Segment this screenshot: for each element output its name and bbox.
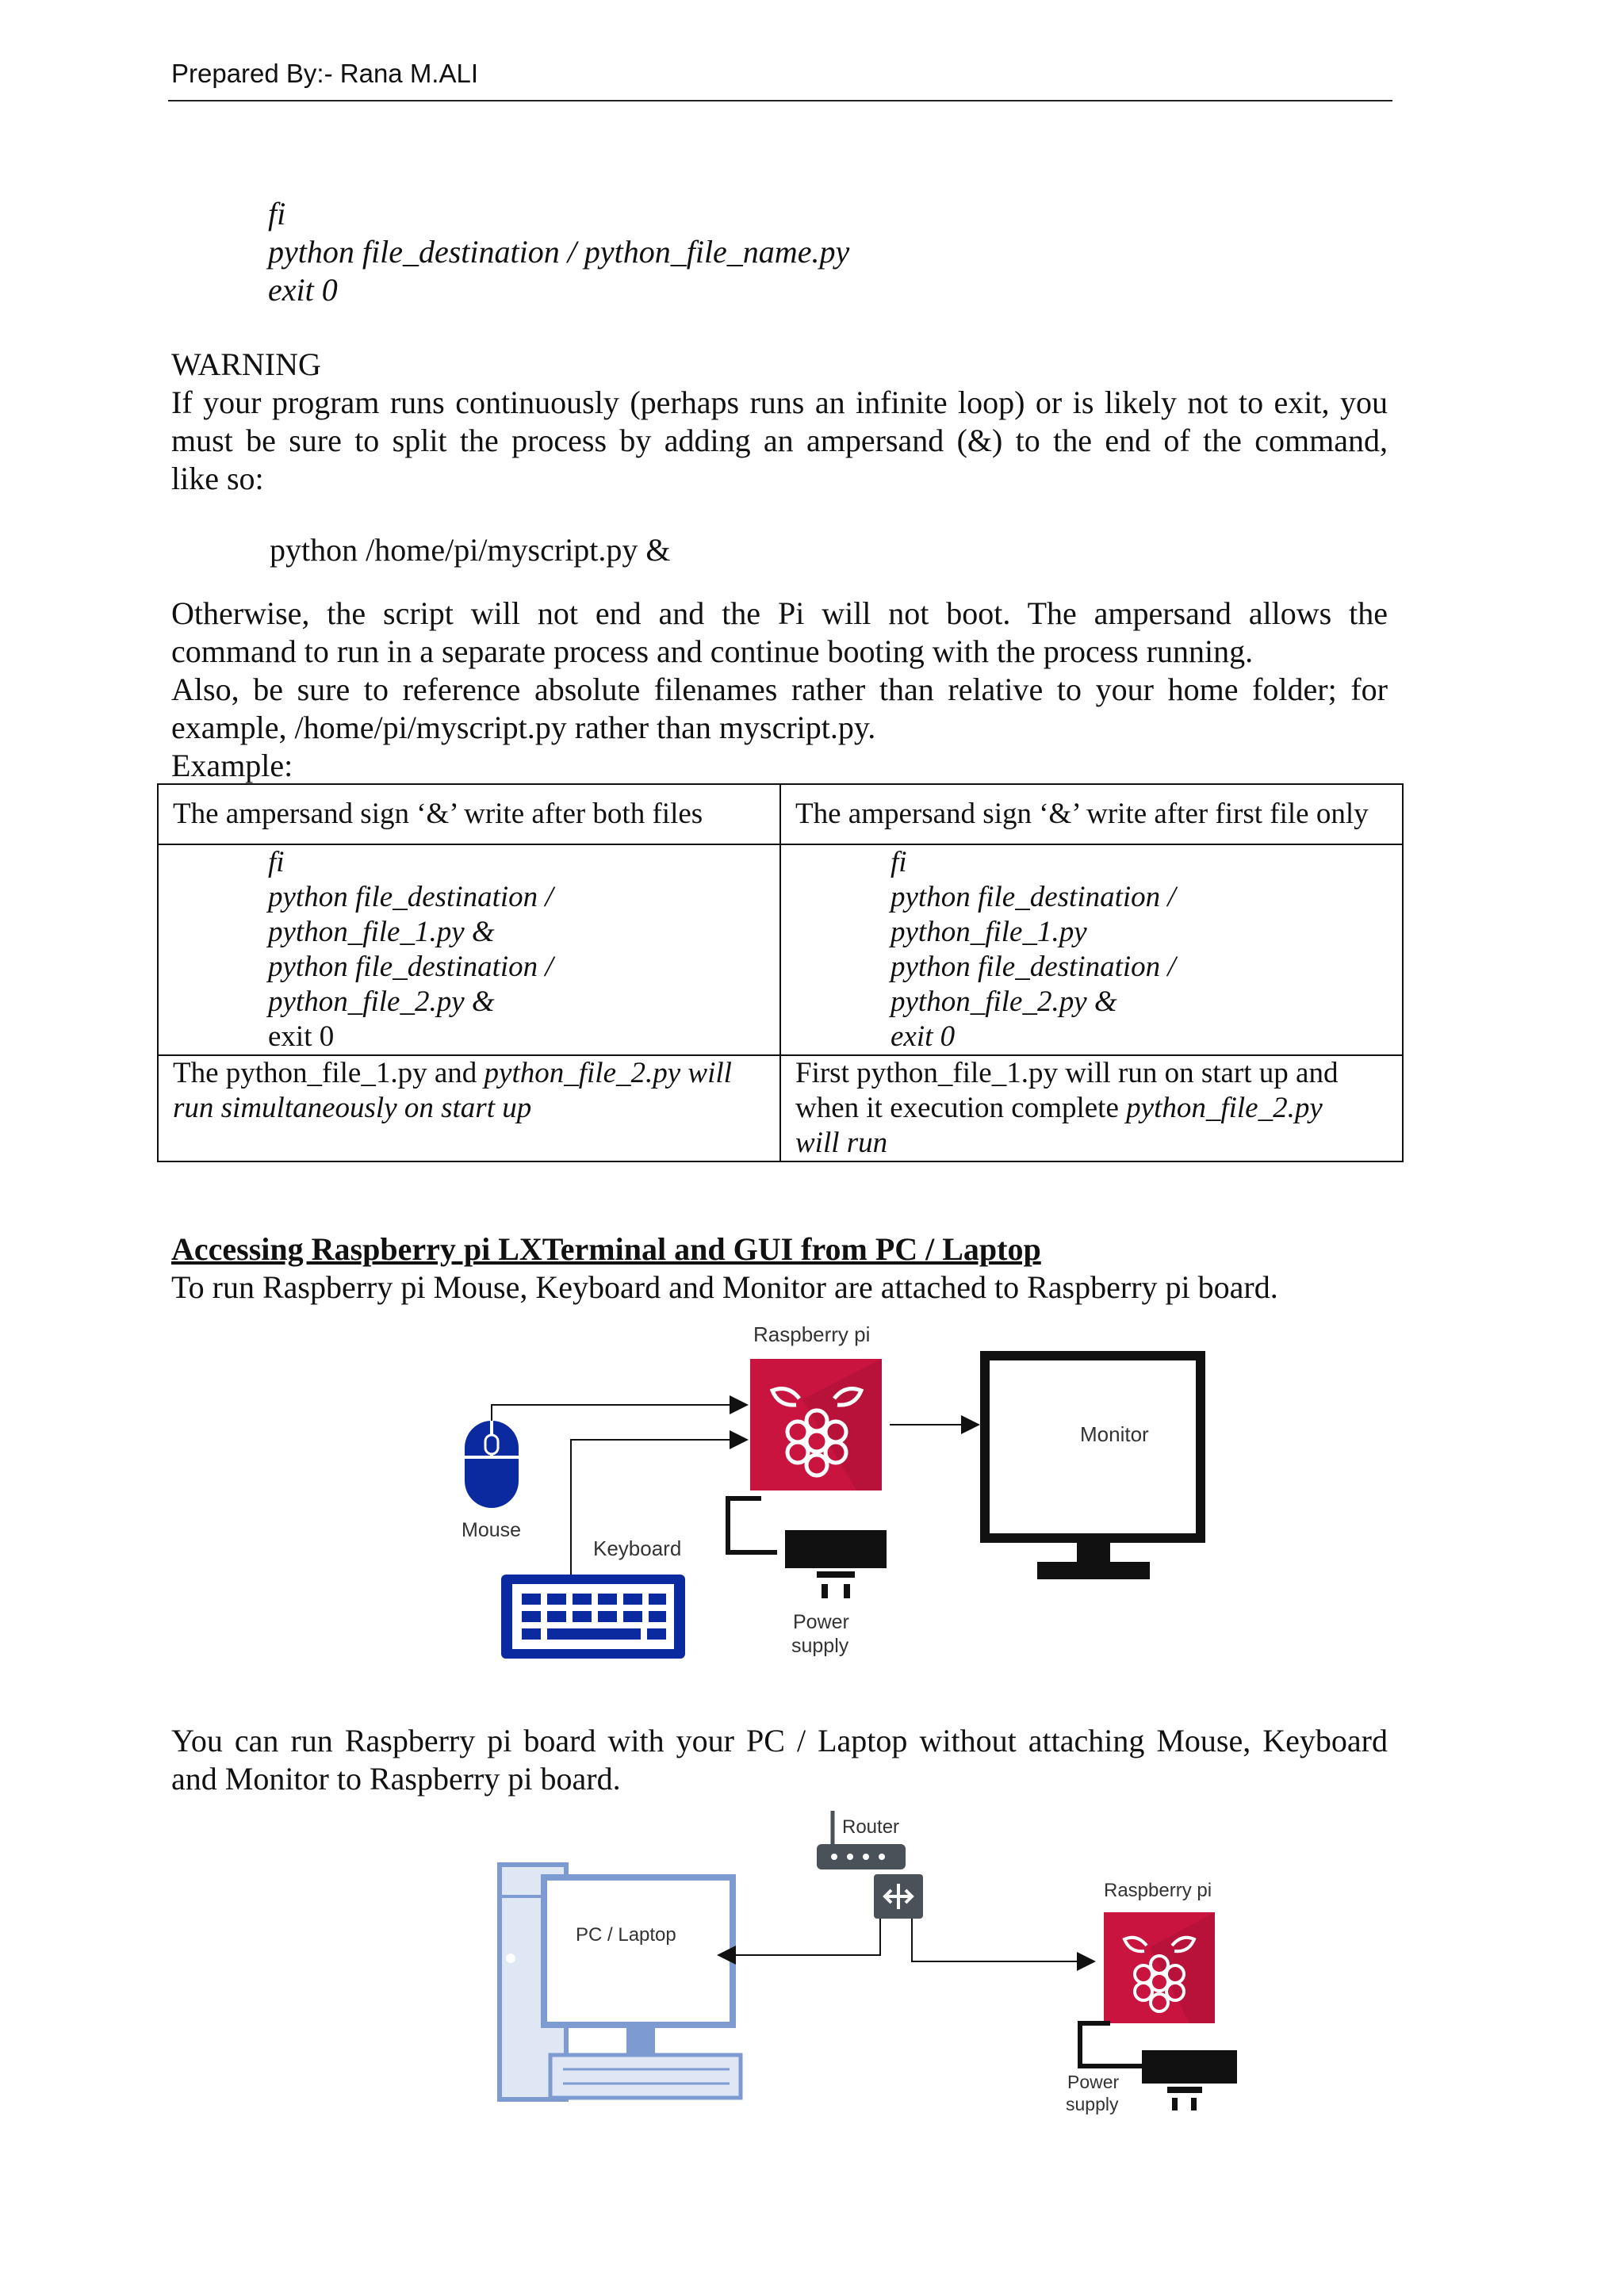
raspberry-pi-icon — [1104, 1912, 1215, 2023]
mouse-icon — [465, 1421, 519, 1508]
code-line: python file_destination / — [891, 881, 1176, 913]
code-line: fi — [891, 846, 907, 878]
power-label: supply — [791, 1635, 849, 1657]
paragraph-line: Also, be sure to reference absolute filenames rather than relative to your home folder; for — [171, 672, 1388, 707]
code-line: exit 0 — [268, 1020, 335, 1053]
paragraph-line: must be sure to split the process by adding an ampersand (&) to the end of the command, — [171, 423, 1388, 458]
keyboard-icon — [501, 1575, 685, 1659]
comparison-table — [157, 783, 1404, 1162]
paragraph-line: Otherwise, the script will not end and the Pi will not boot. The ampersand allows the — [171, 595, 1388, 631]
table-code-cell — [158, 844, 780, 1055]
power-label: supply — [1066, 2094, 1119, 2114]
code-line: exit 0 — [891, 1020, 956, 1053]
diagram-remote-setup — [492, 1808, 1237, 2133]
power-label: Power — [793, 1611, 849, 1633]
code-line: python_file_2.py & — [891, 985, 1117, 1018]
table-header-cell: The ampersand sign ‘&’ write after both files — [158, 784, 780, 844]
desc-text: First python_file_1.py will run on start up and — [795, 1057, 1339, 1089]
power-cable — [1080, 2023, 1142, 2066]
power-supply-icon — [785, 1530, 887, 1598]
example-label: Example: — [171, 748, 293, 783]
router-label: Router — [842, 1816, 900, 1838]
paragraph-line: like so: — [171, 461, 264, 496]
code-line: fi — [268, 196, 286, 232]
code-line: fi — [268, 846, 285, 878]
desc-text: The python_file_1.py and — [173, 1057, 485, 1089]
keyboard-label: Keyboard — [593, 1536, 682, 1560]
table-row — [158, 784, 1403, 844]
warning-paragraph — [171, 384, 1388, 498]
paragraph-line: example, /home/pi/myscript.py rather than myscript.py. — [171, 710, 876, 745]
monitor-icon — [985, 1356, 1201, 1579]
header-rule — [168, 100, 1392, 101]
paragraph-line: If your program runs continuously (perhaps runs an infinite loop) or is likely not to exit, you — [171, 385, 1388, 420]
connection-arrow — [720, 1919, 880, 1955]
desc-text: python_file_2.py will — [484, 1057, 732, 1089]
power-label: Power — [1067, 2072, 1120, 2092]
command-example: python /home/pi/myscript.py & — [270, 532, 671, 568]
remote-paragraph — [171, 1722, 1388, 1798]
table-row — [158, 1055, 1403, 1161]
code-line: python file_destination / — [891, 951, 1176, 983]
code-line: python file_destination / — [268, 881, 553, 913]
pc-label: PC / Laptop — [576, 1924, 676, 1946]
desc-text: will run — [795, 1127, 888, 1159]
code-line: exit 0 — [268, 272, 338, 308]
diagram-local-setup — [444, 1316, 1269, 1673]
power-cable — [728, 1498, 777, 1552]
connection-arrow — [492, 1405, 745, 1421]
desc-text: python_file_2.py — [1126, 1092, 1323, 1124]
paragraph-line: and Monitor to Raspberry pi board. — [171, 1761, 621, 1797]
rpi-label: Raspberry pi — [1104, 1880, 1212, 1901]
page-header: Prepared By:- Rana M.ALI — [171, 59, 479, 88]
pc-laptop-icon — [500, 1865, 741, 2099]
raspberry-pi-icon — [750, 1359, 882, 1490]
rpi-label: Raspberry pi — [753, 1322, 871, 1346]
code-line: python file_destination / python_file_name.py — [268, 234, 850, 270]
desc-text: when it execution complete — [795, 1092, 1127, 1124]
table-header-cell: The ampersand sign ‘&’ write after first file only — [780, 784, 1403, 844]
connection-arrow — [912, 1919, 1093, 1961]
code-line: python_file_1.py & — [268, 916, 495, 948]
section-heading: Accessing Raspberry pi LXTerminal and GUI from PC / Laptop — [171, 1231, 1041, 1267]
code-line: python file_destination / — [268, 951, 553, 983]
section-intro: To run Raspberry pi Mouse, Keyboard and Monitor are attached to Raspberry pi board. — [171, 1269, 1278, 1305]
table-desc-cell — [158, 1055, 780, 1161]
warning-title: WARNING — [171, 346, 321, 382]
code-line: python_file_2.py & — [268, 985, 495, 1018]
otherwise-paragraph — [171, 595, 1388, 747]
monitor-label: Monitor — [1080, 1422, 1149, 1446]
paragraph-line: command to run in a separate process and continue booting with the process running. — [171, 633, 1254, 669]
paragraph-line: You can run Raspberry pi board with your PC / Laptop without attaching Mouse, Keyboard — [171, 1723, 1388, 1758]
mouse-label: Mouse — [462, 1519, 522, 1541]
table-row — [158, 844, 1403, 1055]
table-desc-cell — [780, 1055, 1403, 1161]
code-line: python_file_1.py — [891, 916, 1087, 948]
table-code-cell — [780, 844, 1403, 1055]
power-supply-icon — [1142, 2050, 1237, 2110]
desc-text: run simultaneously on start up — [173, 1092, 532, 1124]
